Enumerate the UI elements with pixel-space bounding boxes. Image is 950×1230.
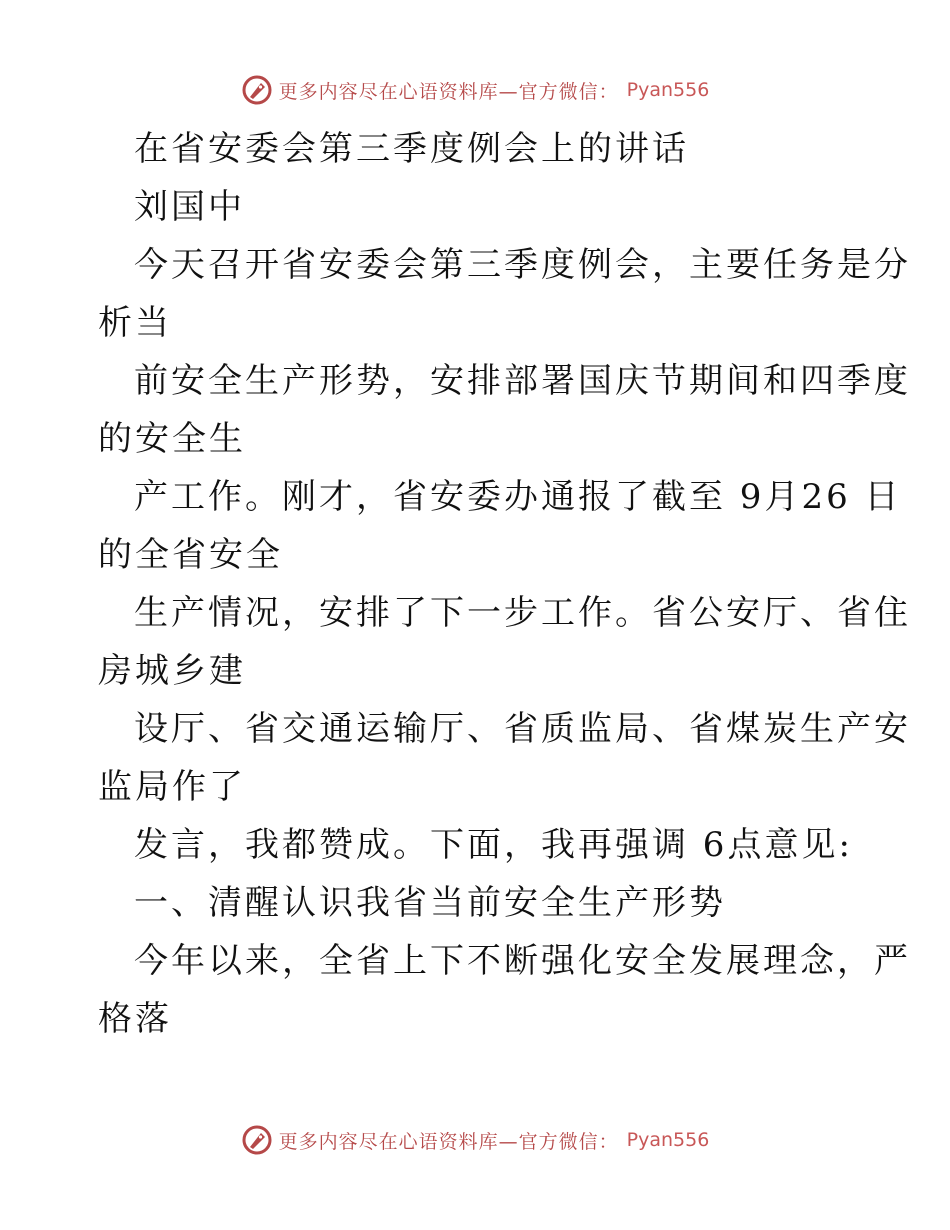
paragraph-line: 的安全生 [98, 419, 246, 459]
paragraph-line: 的全省安全 [98, 535, 283, 575]
paragraph-line: 产工作。刚才，省安委办通报了截至 9月26 日 [134, 477, 902, 517]
paragraph-line: 今天召开省安委会第三季度例会，主要任务是分 [134, 245, 911, 285]
document-author: 刘国中 [134, 187, 245, 227]
paragraph-line: 发言，我都赞成。下面，我再强调 6点意见: [134, 825, 853, 865]
paragraph-line: 析当 [98, 303, 172, 343]
paragraph-line: 今年以来，全省上下不断强化安全发展理念，严 [134, 941, 911, 981]
paragraph-line: 监局作了 [98, 767, 246, 807]
pen-nib-logo-icon [241, 1124, 273, 1156]
paragraph-line: 格落 [98, 999, 172, 1039]
watermark-brand: Pyan556 [626, 79, 710, 101]
watermark-brand: Pyan556 [626, 1129, 710, 1151]
watermark-text: 更多内容尽在心语资料库—官方微信： [278, 1130, 619, 1153]
section-heading: 一、清醒认识我省当前安全生产形势 [134, 883, 726, 923]
paragraph-line: 生产情况，安排了下一步工作。省公安厅、省住 [134, 593, 911, 633]
document-title: 在省安委会第三季度例会上的讲话 [134, 129, 689, 169]
paragraph-line: 设厅、省交通运输厅、省质监局、省煤炭生产安 [134, 709, 911, 749]
pen-nib-logo-icon [241, 74, 273, 106]
watermark-text: 更多内容尽在心语资料库—官方微信： [278, 80, 619, 103]
document-body [98, 120, 911, 1048]
paragraph-line: 前安全生产形势，安排部署国庆节期间和四季度 [134, 361, 911, 401]
paragraph-line: 房城乡建 [98, 651, 246, 691]
header-watermark [0, 70, 950, 110]
footer-watermark [0, 1120, 950, 1160]
